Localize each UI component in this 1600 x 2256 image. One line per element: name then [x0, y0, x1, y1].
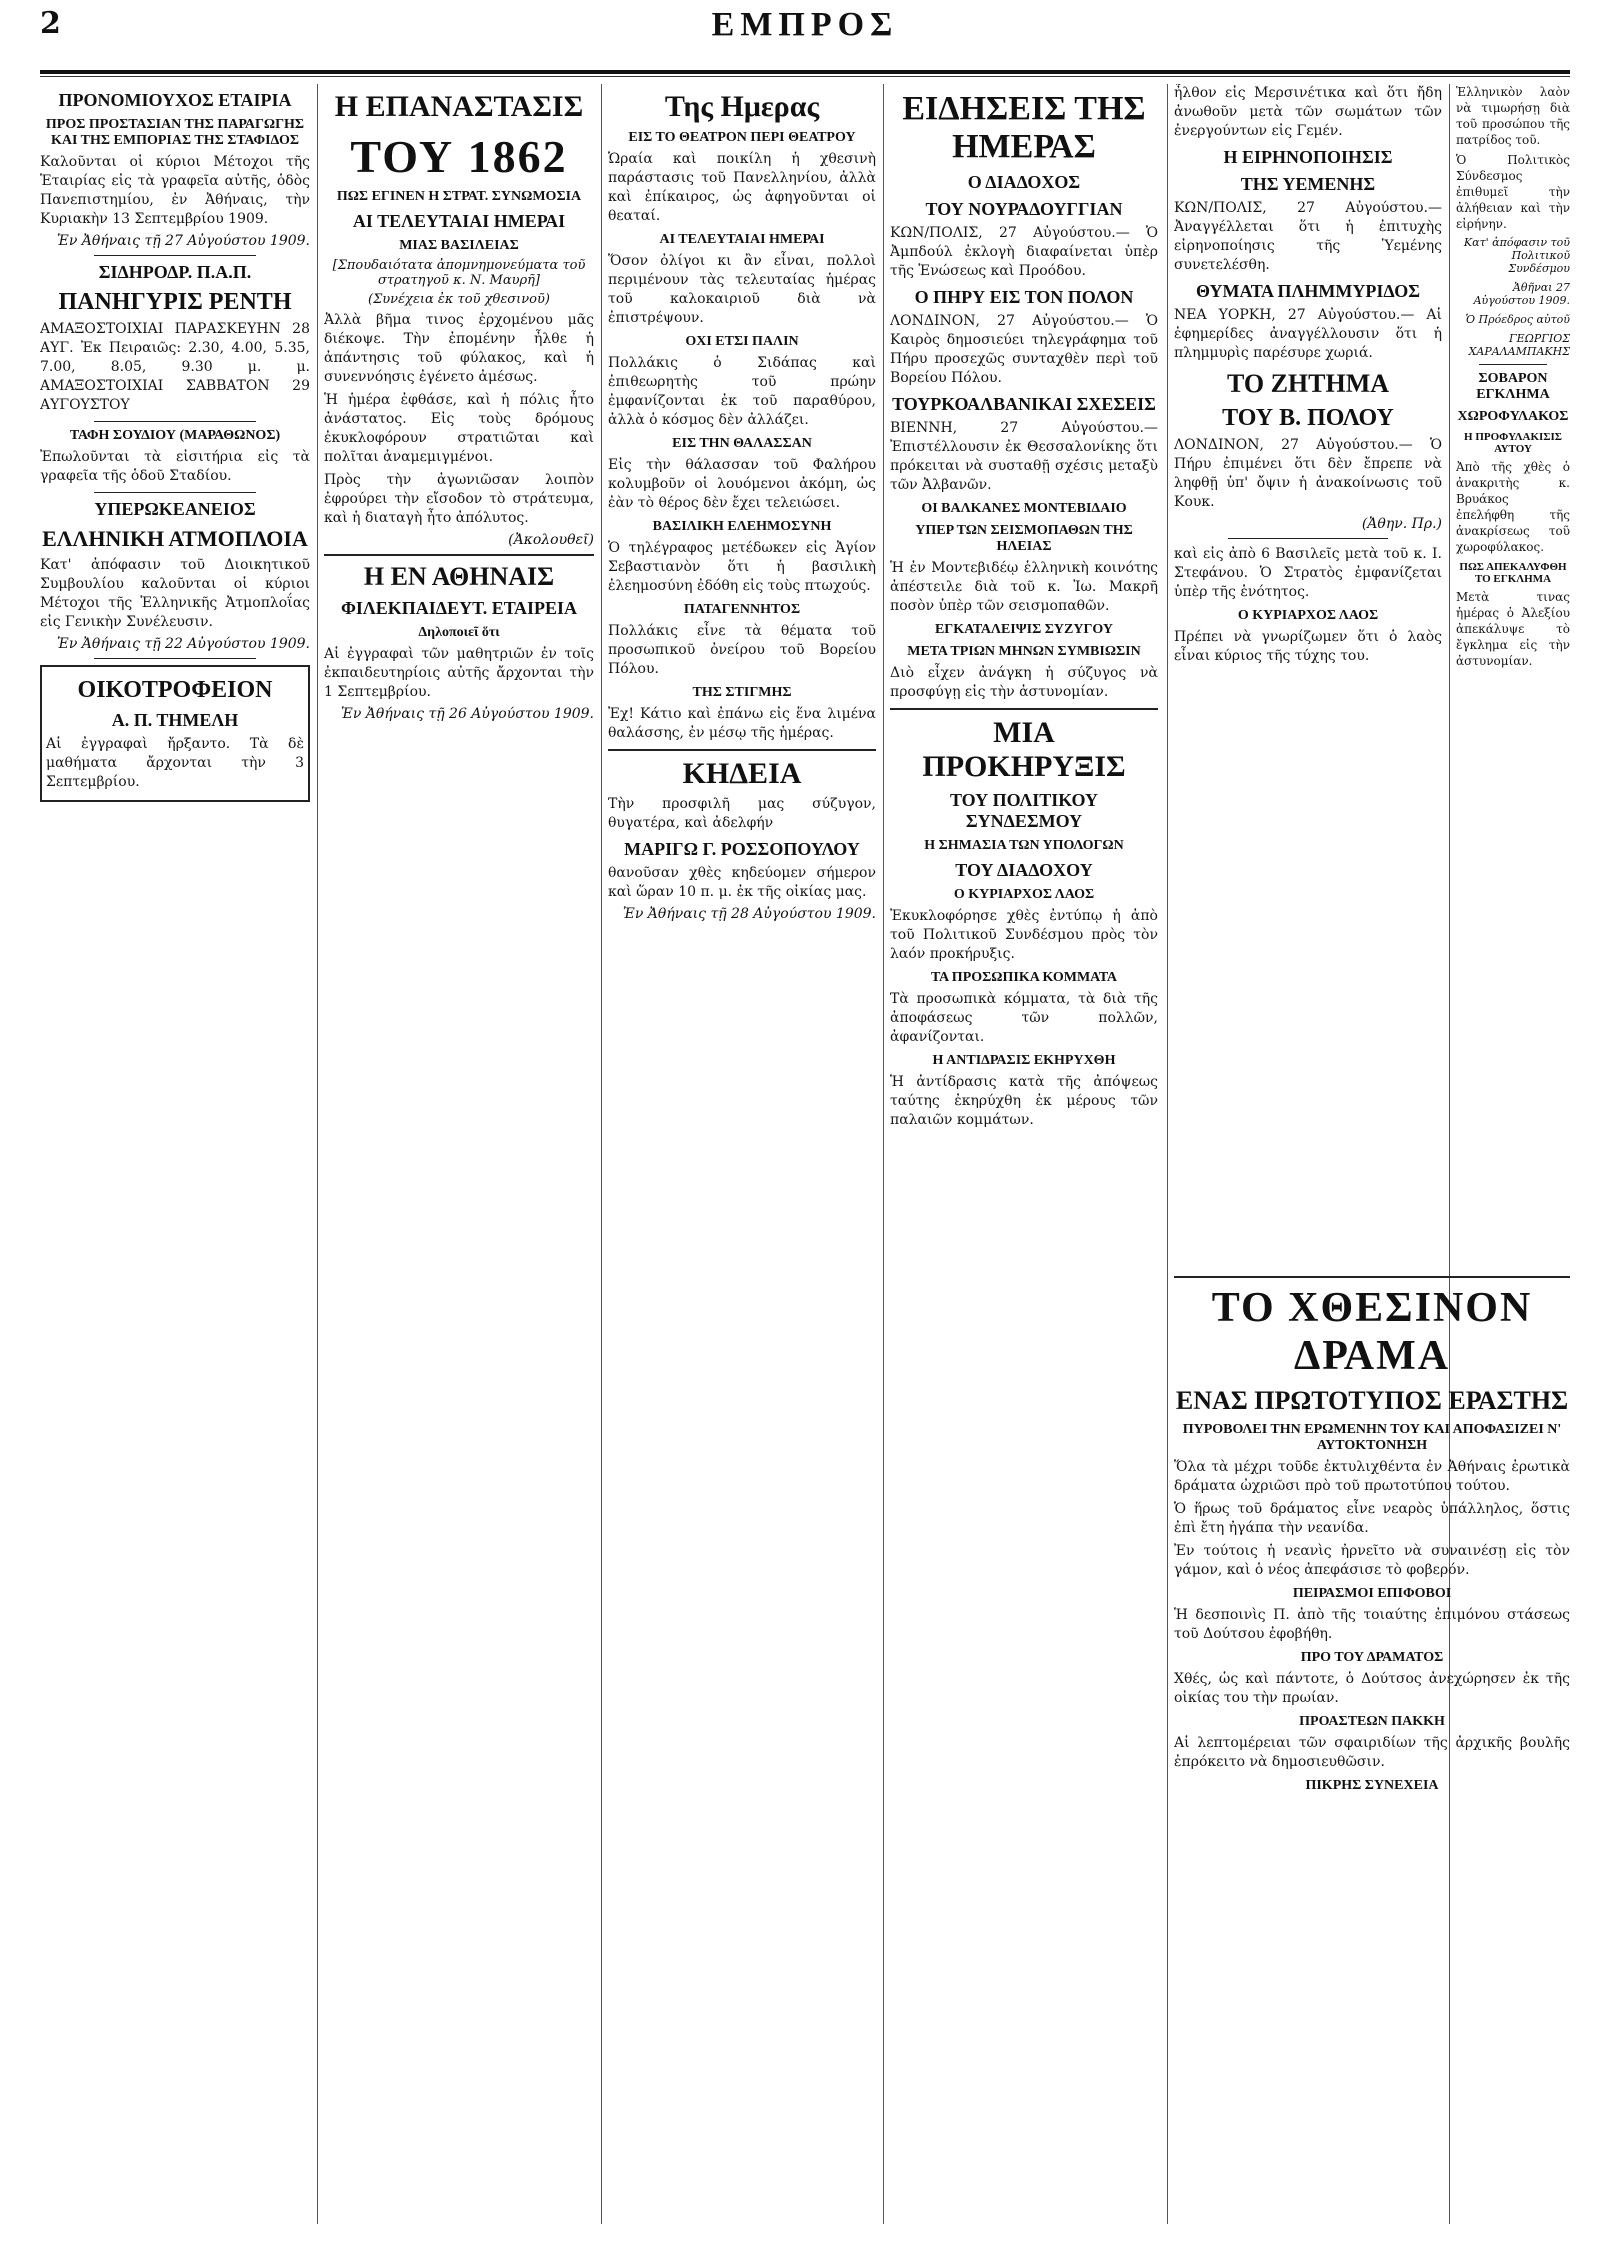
- funeral-notice-headline: ΚΗΔΕΙΑ: [682, 757, 802, 790]
- item-text: Ἐχ! Κάτιο καὶ ἐπάνω εἰς ἕνα λιμένα θαλάσσης, ἐν μέσῳ τῆς ἡμέρας.: [608, 706, 876, 741]
- news-subtitle: ΤΗΣ ΥΕΜΕΝΗΣ: [1240, 174, 1376, 194]
- notice-text: Αἱ ἐγγραφαὶ τῶν μαθητριῶν ἐν τοῖς ἐκπαιδευτηρίοις αὐτῆς ἄρχονται τὴν 1 Σεπτεμβρίου.: [324, 646, 594, 700]
- article-subhead: ΜΙΑΣ ΒΑΣΙΛΕΙΑΣ: [399, 238, 519, 253]
- notice-title: ΦΙΛΕΚΠΑΙΔΕΥΤ. ΕΤΑΙΡΕΙΑ: [340, 598, 578, 618]
- item-text: Πολλάκις εἶνε τὰ θέματα τοῦ προσωπικοῦ ὀνείρου τοῦ Βορείου Πόλου.: [608, 623, 876, 677]
- column-1: [40, 84, 310, 2224]
- news-title: ΤΑ ΠΡΟΣΩΠΙΚΑ ΚΟΜΜΑΤΑ: [930, 970, 1118, 985]
- news-text: Ἀπὸ τῆς χθὲς ὁ ἀνακριτὴς κ. Βρυάκος ἐπελήφθη τῆς ἀνακρίσεως τοῦ χωροφύλακος.: [1456, 460, 1570, 554]
- divider: [890, 708, 1158, 710]
- item-title: ΒΑΣΙΛΙΚΗ ΕΛΕΗΜΟΣΥΝΗ: [652, 519, 832, 534]
- item-text: Ὅσον ὀλίγοι κι ἂν εἶναι, πολλοὶ περιμένουν τὰς τελευταίας ἡμέρας τοῦ καλοκαιριοῦ διὰ νὰ ἐπιστρέψουν.: [608, 253, 876, 326]
- story-section-title: ΠΙΚΡΗΣ ΣΥΝΕΧΕΙΑ: [1305, 1778, 1439, 1793]
- notice-signature: Ἐν Ἀθήναις τῇ 26 Αὐγούστου 1909.: [340, 706, 594, 722]
- column-divider: [601, 84, 602, 2224]
- item-title: ΕΙΣ ΤΟ ΘΕΑΤΡΟΝ ΠΕΡΙ ΘΕΑΤΡΟΥ: [628, 130, 856, 145]
- story-headline: ΤΟ ΧΘΕΣΙΝΟΝ ΔΡΑΜΑ: [1211, 1285, 1533, 1379]
- newspaper-title: ΕΜΠΡΟΣ: [711, 6, 899, 43]
- news-text: Διὸ εἶχεν ἀνάγκη ἡ σύζυγος νὰ προσφύγῃ εἰς τὴν ἀστυνομίαν.: [890, 665, 1158, 700]
- story-paragraph: Ἡ δεσποινὶς Π. ἀπὸ τῆς τοιαύτης ἐπιμόνου στάσεως τοῦ Δούτσου ἐφοβήθη.: [1174, 1607, 1570, 1642]
- news-subtitle: ΤΟΥ ΝΟΥΡΑΔΟΥΓΓΙΑΝ: [925, 199, 1123, 219]
- news-text: Ἡ ἀντίδρασις κατὰ τῆς ἀπόψεως ταύτης ἐκηρύχθη ἐκ μέρους τῶν παλαιῶν κομμάτων.: [890, 1074, 1158, 1128]
- funeral-notice-date: Ἐν Ἀθήναις τῇ 28 Αὐγούστου 1909.: [622, 906, 876, 922]
- funeral-notice-text: θανοῦσαν χθὲς κηδεύομεν σήμερον καὶ ὥραν 10 π. μ. ἐκ τῆς οἰκίας μας.: [608, 865, 876, 900]
- proclamation-role: Ὁ Πρόεδρος αὐτοῦ: [1465, 313, 1570, 326]
- ad-subtitle: ΠΑΝΗΓΥΡΙΣ ΡΕΝΤΗ: [58, 289, 292, 315]
- column-6-upper: [1456, 84, 1570, 1259]
- column-5-upper: [1174, 84, 1442, 1259]
- ad-text: ΑΜΑΞΟΣΤΟΙΧΙΑΙ ΠΑΡΑΣΚΕΥΗΝ 28 ΑΥΓ. Ἐκ Πειραιῶς: 2.30, 4.00, 5.35, 7.00, 8.05, 9.30 μ. μ. ΑΜΑΞΟΣΤΟΙΧΙΑΙ ΣΑΒΒΑΤΟΝ 29 ΑΥΓΟΥΣΤΟΥ: [40, 321, 310, 413]
- article-headline: Η ΕΠΑΝΑΣΤΑΣΙΣ: [334, 90, 584, 123]
- proclamation-headline: ΜΙΑ ΠΡΟΚΗΡΥΞΙΣ: [922, 716, 1126, 783]
- ad-signature: Ἐν Ἀθήναις τῇ 22 Αὐγούστου 1909.: [56, 636, 310, 652]
- news-title: Η ΑΝΤΙΔΡΑΣΙΣ ΕΚΗΡΥΧΘΗ: [932, 1053, 1116, 1068]
- divider: [1174, 1276, 1570, 1278]
- section-headline: ΕΙΔΗΣΕΙΣ ΤΗΣ ΗΜΕΡΑΣ: [902, 90, 1146, 165]
- ad-subtitle: ΠΡΟΣ ΠΡΟΣΤΑΣΙΑΝ ΤΗΣ ΠΑΡΑΓΩΓΗΣ ΚΑΙ ΤΗΣ ΕΜΠΟΡΙΑΣ ΤΗΣ ΣΤΑΦΙΔΟΣ: [45, 117, 305, 148]
- story-kicker: ΠΥΡΟΒΟΛΕΙ ΤΗΝ ΕΡΩΜΕΝΗΝ ΤΟΥ ΚΑΙ ΑΠΟΦΑΣΙΖΕΙ Ν' ΑΥΤΟΚΤΟΝΗΣΗ: [1182, 1422, 1562, 1453]
- news-title: Ο ΠΗΡΥ ΕΙΣ ΤΟΝ ΠΟΛΟΝ: [914, 287, 1134, 307]
- news-subtitle: ΥΠΕΡ ΤΩΝ ΣΕΙΣΜΟΠΑΘΩΝ ΤΗΣ ΗΛΕΙΑΣ: [915, 523, 1133, 554]
- proclamation-subtitle: ΤΟΥ ΠΟΛΙΤΙΚΟΥ ΣΥΝΔΕΣΜΟΥ: [949, 790, 1099, 831]
- proclamation-signature: Κατ' ἀπόφασιν τοῦ Πολιτικοῦ Συνδέσμου: [1463, 236, 1570, 275]
- article-paragraph: Πρὸς τὴν ἀγωνιῶσαν λοιπὸν ἐφρούρει τὴν εἴσοδον τὸ στράτευμα, καὶ ἡ διαταγὴ ἦτο ἀπόλυτος.: [324, 472, 594, 526]
- column-divider: [883, 84, 884, 2224]
- item-text: Ὁ τηλέγραφος μετέδωκεν εἰς Ἀγίον Σεβαστιανὸν ὅτι ἡ βασιλικὴ ἐλεημοσύνη ἐδόθη εἰς τοὺς πτωχούς.: [608, 540, 876, 594]
- item-title: ΕΙΣ ΤΗΝ ΘΑΛΑΣΣΑΝ: [672, 436, 812, 451]
- proclamation-subtitle: Η ΣΗΜΑΣΙΑ ΤΩΝ ΥΠΟΛΟΓΩΝ: [924, 838, 1124, 853]
- news-title: Ο ΔΙΑΔΟΧΟΣ: [967, 172, 1081, 192]
- news-title: ΤΟΥΡΚΟΑΛΒΑΝΙΚΑΙ ΣΧΕΣΕΙΣ: [892, 394, 1156, 414]
- news-text: Πρέπει νὰ γνωρίζωμεν ὅτι ὁ λαὸς εἶναι κύριος τῆς τύχης του.: [1174, 629, 1442, 664]
- proclamation-name: ΓΕΩΡΓΙΟΣ ΧΑΡΑΛΑΜΠΑΚΗΣ: [1468, 332, 1570, 358]
- proclamation-text: Ὁ Πολιτικὸς Σύνδεσμος ἐπιθυμεῖ τὴν ἀλήθειαν καὶ τὴν εἰρήνην.: [1456, 153, 1570, 231]
- news-subtitle: ΜΕΤΑ ΤΡΙΩΝ ΜΗΝΩΝ ΣΥΜΒΙΩΣΙΝ: [907, 644, 1141, 659]
- news-title: ΟΙ ΒΑΛΚΑΝΕΣ ΜΟΝΤΕΒΙΔΑΙΟ: [921, 501, 1127, 516]
- divider: [94, 421, 256, 422]
- news-title: ΤΟ ΖΗΤΗΜΑ: [1226, 369, 1390, 398]
- column-2: [324, 84, 594, 2224]
- article-subhead: ΑΙ ΤΕΛΕΥΤΑΙΑΙ ΗΜΕΡΑΙ: [352, 211, 566, 231]
- wide-story: [1174, 1270, 1570, 2224]
- news-subtitle: ΤΟΥ Β. ΠΟΛΟΥ: [1222, 405, 1394, 431]
- story-paragraph: Ὅλα τὰ μέχρι τοῦδε ἐκτυλιχθέντα ἐν Ἀθήναις ἐρωτικὰ δράματα ὠχριῶσι πρὸ τοῦ πρωτοτύπου τούτου.: [1174, 1459, 1570, 1494]
- news-title: Η ΕΙΡΗΝΟΠΟΙΗΣΙΣ: [1223, 147, 1393, 167]
- divider: [94, 255, 256, 256]
- story-section-title: ΠΡΟΑΣΤΕΩΝ ΠΑΚΚΗ: [1299, 1714, 1445, 1729]
- article-subhead: ΠΩΣ ΕΓΙΝΕΝ Η ΣΤΡΑΤ. ΣΥΝΩΜΟΣΙΑ: [336, 189, 582, 204]
- column-4: [890, 84, 1158, 2224]
- item-text: Εἰς τὴν θάλασσαν τοῦ Φαλήρου κολυμβοῦν οἱ λουόμενοι ἀκόμη, ὡς ἐὰν τὸ θέρος δὲν ἔχει τελειώσει.: [608, 457, 876, 511]
- ad-subtitle: ΕΛΛΗΝΙΚΗ ΑΤΜΟΠΛΟΙΑ: [42, 526, 308, 551]
- masthead: [40, 6, 1570, 68]
- news-text: ἦλθον εἰς Μερσινέτικα καὶ ὅτι ἤδη ἀνωθοῦν μετὰ τῶν σωμάτων τῶν ἐνεργούντων εἰς Γεμέν.: [1174, 85, 1442, 139]
- news-text: ΒΙΕΝΝΗ, 27 Αὐγούστου.— Ἐπιστέλλουσιν ἐκ Θεσσαλονίκης ὅτι πρόκειται νὰ συσταθῇ σχέσις μεταξὺ τῶν Ἀλβανῶν.: [890, 420, 1158, 493]
- ad-title: ΥΠΕΡΩΚΕΑΝΕΙΟΣ: [94, 499, 256, 519]
- item-title: ΤΗΣ ΣΤΙΓΜΗΣ: [692, 685, 792, 700]
- notice-headline: Η ΕΝ ΑΘΗΝΑΙΣ: [363, 562, 555, 591]
- divider: [94, 658, 256, 659]
- news-text: καὶ εἰς ἀπὸ 6 Βασιλεῖς μετὰ τοῦ κ. Ι. Στεφάνου. Ὁ Στρατὸς ἐμφανίζεται ὑπὲρ τῆς ἑνότητος.: [1174, 546, 1442, 600]
- news-text: ΝΕΑ ΥΟΡΚΗ, 27 Αὐγούστου.— Αἱ ἐφημερίδες ἀναγγέλλουσιν ὅτι ἡ πλημμυρὶς παρέσυρε χωριά.: [1174, 307, 1442, 361]
- story-paragraph: Ἐν τούτοις ἡ νεανὶς ἠρνεῖτο νὰ συναινέσῃ εἰς τὸν γάμον, καὶ ὁ νέος ἀπεφάσισε τὸ φοβερόν.: [1174, 1543, 1570, 1578]
- news-title: ΕΓΚΑΤΑΛΕΙΨΙΣ ΣΥΖΥΓΟΥ: [934, 622, 1114, 637]
- news-text: Ἡ ἐν Μοντεβιδέῳ ἑλληνικὴ κοινότης ἀπέστειλε διὰ τοῦ κ. Ἰω. Μακρῆ ποσὸν ὑπὲρ τῶν σεισμοπαθῶν.: [890, 560, 1158, 614]
- news-subtitle: Η ΠΡΟΦΥΛΑΚΙΣΙΣ ΑΥΤΟΥ: [1464, 431, 1562, 455]
- story-paragraph: Ὁ ἥρως τοῦ δράματος εἶνε νεαρὸς ὑπάλληλος, ὅστις ἐπὶ ἔτη ἠγάπα τὴν νεανίδα.: [1174, 1501, 1570, 1536]
- story-paragraph: Χθές, ὡς καὶ πάντοτε, ὁ Δούτσος ἀνεχώρησεν ἐκ τῆς οἰκίας του τὴν πρωίαν.: [1174, 1671, 1570, 1706]
- page-number: 2: [40, 6, 61, 41]
- proclamation-text: Ἑλληνικὸν λαὸν νὰ τιμωρήσῃ διὰ τοῦ προσώπου τῆς πατρίδος τοῦ.: [1456, 85, 1570, 147]
- news-title: ΠΩΣ ΑΠΕΚΑΛΥΦΘΗ ΤΟ ΕΓΚΛΗΜΑ: [1459, 561, 1567, 585]
- news-text: ΚΩΝ/ΠΟΛΙΣ, 27 Αὐγούστου.— Ἀναγγέλλεται ὅτι ἡ ἐπιτυχὴς εἰρηνοποίησις τῆς Ὑεμένης συνετελέσθη.: [1174, 200, 1442, 273]
- ad-title: ΤΑΦΗ ΣΟΥΔΙΟΥ (ΜΑΡΑΘΩΝΟΣ): [69, 428, 281, 443]
- item-title: ΟΧΙ ΕΤΣΙ ΠΑΛΙΝ: [685, 334, 799, 349]
- proclamation-text: Ἐκυκλοφόρησε χθὲς ἐντύπῳ ἡ ἀπὸ τοῦ Πολιτικοῦ Συνδέσμου πρὸς τὸν λαόν προκήρυξις.: [890, 908, 1158, 962]
- article-byline: [Σπουδαιότατα ἀπομνημονεύματα τοῦ στρατηγοῦ κ. Ν. Μαυρῆ]: [332, 258, 586, 288]
- notice-subtitle: Δηλοποιεῖ ὅτι: [418, 625, 500, 640]
- story-section-title: ΠΕΙΡΑΣΜΟΙ ΕΠΙΦΟΒΟΙ: [1292, 1586, 1452, 1601]
- story-section-title: ΠΡΟ ΤΟΥ ΔΡΑΜΑΤΟΣ: [1300, 1650, 1444, 1665]
- news-title: Ο ΚΥΡΙΑΡΧΟΣ ΛΑΟΣ: [1237, 608, 1379, 623]
- ad-signature: Ἐν Ἀθήναις τῇ 27 Αὐγούστου 1909.: [56, 233, 310, 249]
- funeral-notice-name: ΜΑΡΙΓΩ Γ. ΡΟΣΣΟΠΟΥΛΟΥ: [624, 839, 860, 859]
- divider: [324, 554, 594, 556]
- ad-title: ΣΙΔΗΡΟΔΡ. Π.Α.Π.: [98, 262, 252, 282]
- item-text: Ὡραία καὶ ποικίλη ἡ χθεσινὴ παράστασις τοῦ Πανελληνίου, ἀλλὰ καὶ ἐπίκαιρος, ὡς ἀφηγοῦνται οἱ θεαταί.: [608, 151, 876, 224]
- ad-text: Αἱ ἐγγραφαὶ ἤρξαντο. Τὰ δὲ μαθήματα ἄρχονται τὴν 3 Σεπτεμβρίου.: [46, 736, 304, 790]
- divider: [94, 492, 256, 493]
- news-title: ΣΟΒΑΡΟΝ ΕΓΚΛΗΜΑ: [1476, 371, 1550, 402]
- news-text: Τὰ προσωπικὰ κόμματα, τὰ διὰ τῆς ἀποφάσεως τῶν πολλῶν, ἀφανίζονται.: [890, 991, 1158, 1045]
- proclamation-date: Ἀθῆναι 27 Αὐγούστου 1909.: [1473, 281, 1570, 307]
- news-text: ΛΟΝΔΙΝΟΝ, 27 Αὐγούστου.— Ὁ Πήρυ ἐπιμένει ὅτι δὲν ἔπρεπε νὰ ληφθῇ ὑπ' ὄψιν ἡ ἀνακοίνωσις τοῦ Κουκ.: [1174, 437, 1442, 510]
- article-continuation: (Συνέχεια ἐκ τοῦ χθεσινοῦ): [368, 292, 550, 307]
- story-subheadline: ΕΝΑΣ ΠΡΩΤΟΤΥΠΟΣ ΕΡΑΣΤΗΣ: [1175, 1386, 1569, 1415]
- article-continues: (Ἀκολουθεῖ): [508, 532, 594, 548]
- ad-text: Κατ' ἀπόφασιν τοῦ Διοικητικοῦ Συμβουλίου καλοῦνται οἱ κύριοι Μέτοχοι τῆς Ἑλληνικῆς Ἀτμοπλοΐας εἰς Γενικὴν Συνέλευσιν.: [40, 557, 310, 630]
- ad-title: ΠΡΟΝΟΜΙΟΥΧΟΣ ΕΤΑΙΡΙΑ: [58, 90, 292, 110]
- news-text: Μετὰ τινας ἡμέρας ὁ Ἀλεξίου ἀπεκάλυψε τὸ ἔγκλημα εἰς τὴν ἀστυνομίαν.: [1456, 590, 1570, 668]
- ad-title: ΟΙΚΟΤΡΟΦΕΙΟΝ: [77, 677, 273, 703]
- ad-text: Ἐπωλοῦνται τὰ εἰσιτήρια εἰς τὰ γραφεῖα τῆς ὁδοῦ Σταδίου.: [40, 449, 310, 484]
- news-text: ΚΩΝ/ΠΟΛΙΣ, 27 Αὐγούστου.— Ὁ Ἀμπδούλ ἐκλογὴ διαφαίνεται ὑπὲρ τῆς Ἑνώσεως καὶ Προόδου.: [890, 225, 1158, 279]
- masthead-rule: [40, 70, 1570, 74]
- column-divider: [317, 84, 318, 2224]
- article-paragraph: Ἡ ἡμέρα ἐφθάσε, καὶ ἡ πόλις ἦτο ἀνάστατος. Εἰς τοὺς δρόμους ἐκυκλοφόρουν στρατιῶται καὶ πολῖται ἀναμεμιγμένοι.: [324, 392, 594, 465]
- section-headline: Της Ημερας: [664, 90, 820, 123]
- divider: [1479, 364, 1547, 365]
- article-headline-year: ΤΟΥ 1862: [350, 131, 568, 182]
- divider: [608, 749, 876, 751]
- school-ad: [40, 665, 310, 802]
- proclamation-subtitle: ΤΟΥ ΔΙΑΔΟΧΟΥ: [955, 860, 1093, 880]
- news-subtitle: ΧΩΡΟΦΥΛΑΚΟΣ: [1457, 409, 1569, 424]
- item-text: Πολλάκις ὁ Σιδάπας καὶ ἐπιθεωρητὴς τοῦ πρώην ἐμφανίζονται ἐκ τοῦ παραθύρου, ἀλλὰ ὁ κόσμος δὲν ἀλλάζει.: [608, 355, 876, 428]
- news-source: (Ἀθην. Πρ.): [1361, 516, 1442, 532]
- news-text: ΛΟΝΔΙΝΟΝ, 27 Αὐγούστου.— Ὁ Καιρὸς δημοσιεύει τηλεγράφημα τοῦ Πήρυ προσεχῶς συνταχθὲν περὶ τοῦ Βορείου Πόλου.: [890, 313, 1158, 386]
- item-title: ΠΑΤΑΓΕΝΝΗΤΟΣ: [683, 602, 801, 617]
- column-divider: [1167, 84, 1168, 2224]
- masthead-rule-thin: [40, 76, 1570, 77]
- story-paragraph: Αἱ λεπτομέρειαι τῶν σφαιριδίων τῆς ἀρχικῆς βουλῆς ἐπρόκειτο νὰ δημοσιευθῶσιν.: [1174, 1735, 1570, 1770]
- proclamation-subtitle: Ο ΚΥΡΙΑΡΧΟΣ ΛΑΟΣ: [953, 887, 1095, 902]
- news-title: ΘΥΜΑΤΑ ΠΛΗΜΜΥΡΙΔΟΣ: [1195, 281, 1421, 301]
- item-title: ΑΙ ΤΕΛΕΥΤΑΙΑΙ ΗΜΕΡΑΙ: [659, 232, 825, 247]
- ad-text: Καλοῦνται οἱ κύριοι Μέτοχοι τῆς Ἑταιρίας εἰς τὰ γραφεῖα αὐτῆς, ὁδὸς Πανεπιστημίου, ἐν Ἀθήναις, τὴν Κυριακὴν 13 Σεπτεμβρίου 1909.: [40, 154, 310, 227]
- ad-subtitle: Α. Π. ΤΗΜΕΛΗ: [111, 710, 239, 730]
- divider: [1228, 538, 1389, 539]
- column-3: [608, 84, 876, 2224]
- article-paragraph: Ἀλλὰ βῆμα τινος ἐρχομένου μᾶς διέκοψε. Τὴν ἐπομένην ἦλθε ἡ ἀπάντησις τοῦ φύλακος, καὶ ἡ συνεννόησις ἐγένετο ἀμέσως.: [324, 312, 594, 385]
- funeral-notice-text: Τὴν προσφιλῆ μας σύζυγον, θυγατέρα, καὶ ἀδελφήν: [608, 796, 876, 831]
